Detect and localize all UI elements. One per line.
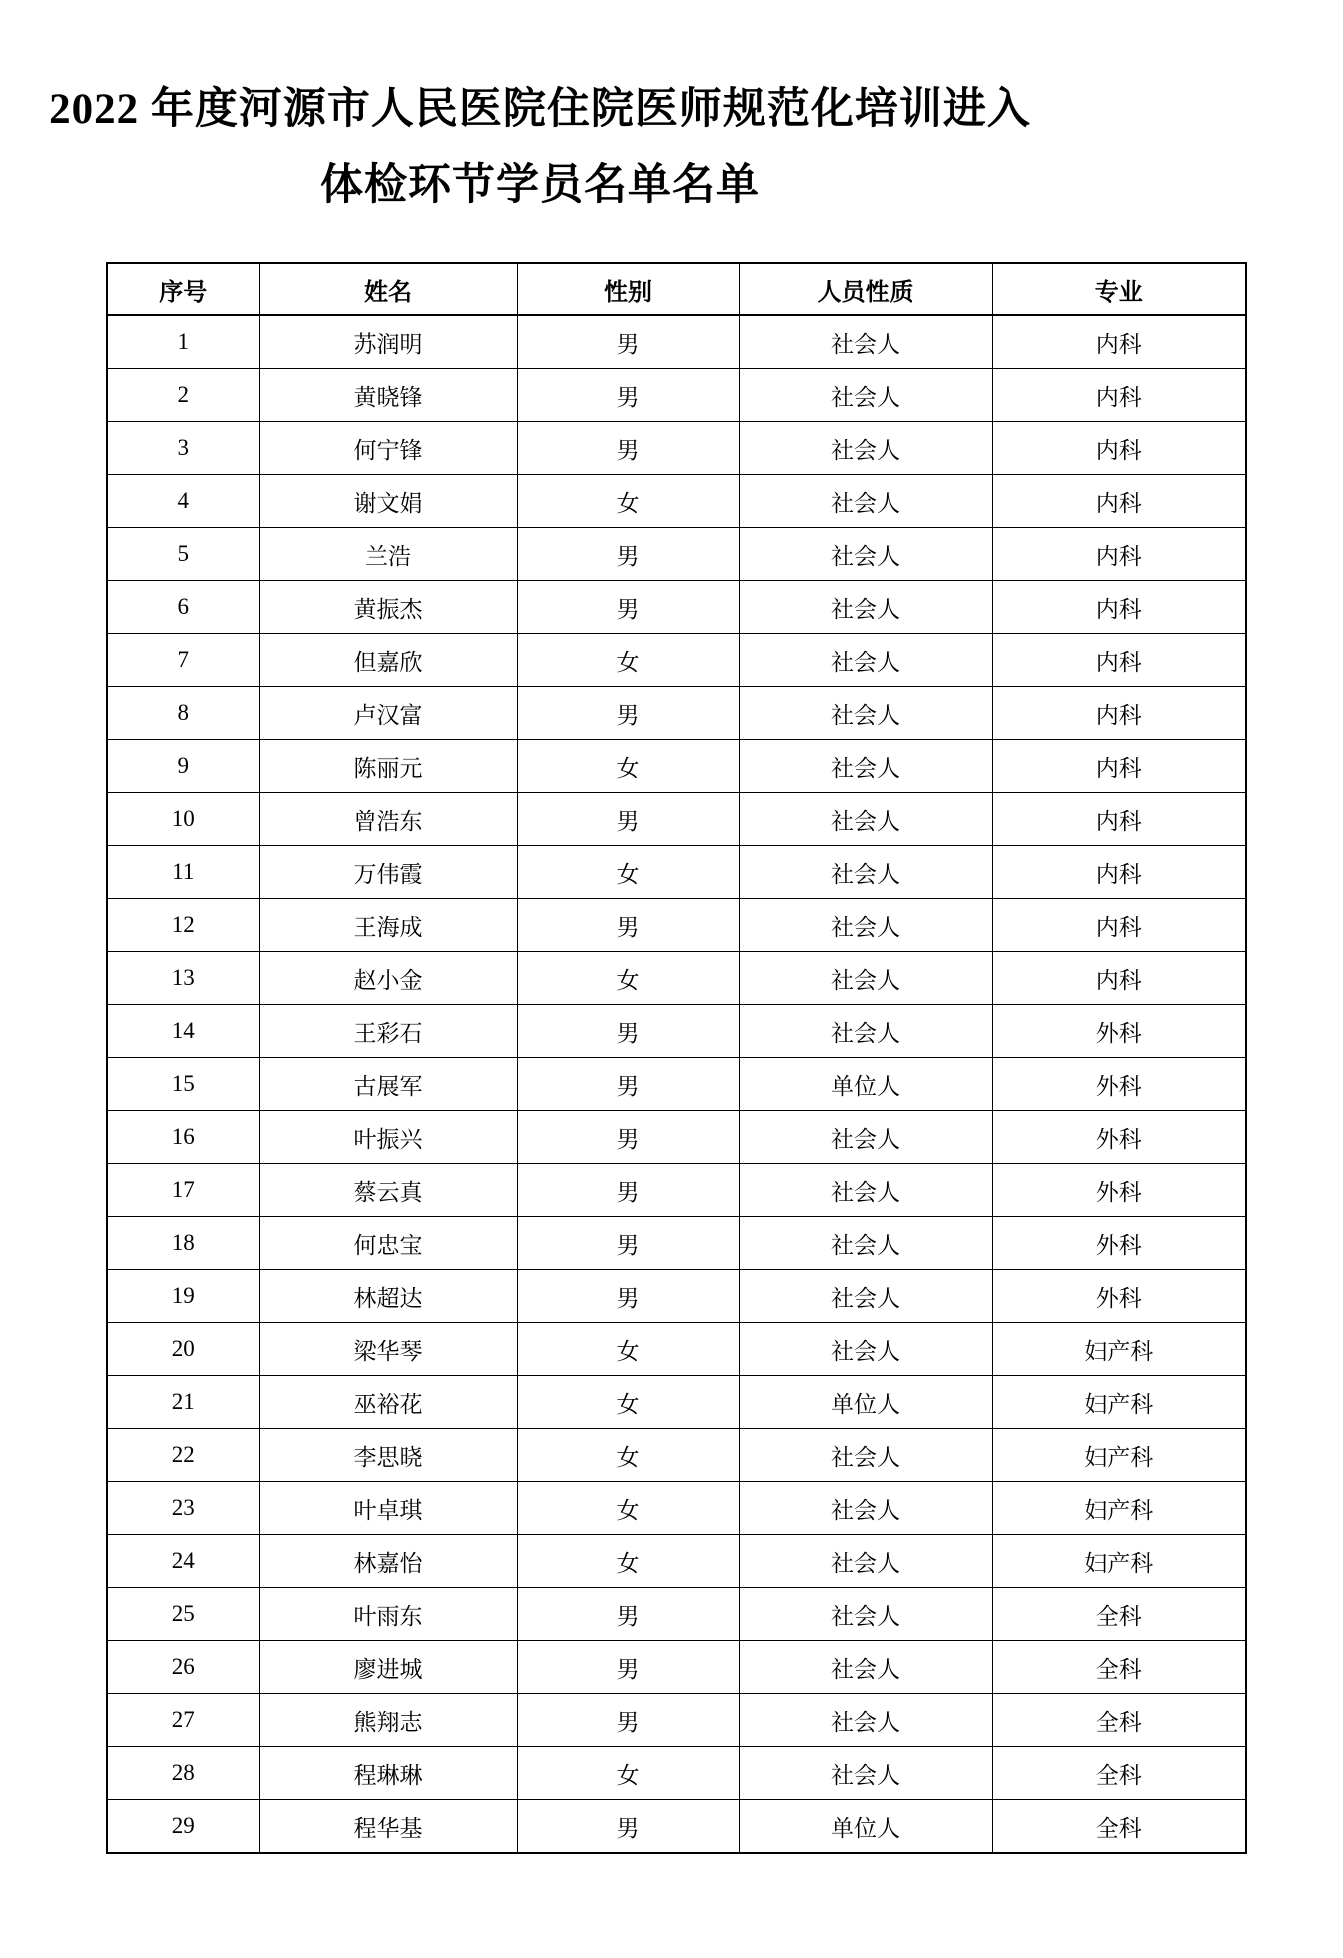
cell-personnel-type: 社会人 bbox=[739, 1429, 992, 1482]
table-row bbox=[107, 1270, 1246, 1323]
cell-name: 李思晓 bbox=[259, 1429, 517, 1482]
cell-personnel-type: 社会人 bbox=[739, 315, 992, 369]
cell-personnel-type: 社会人 bbox=[739, 422, 992, 475]
table-row bbox=[107, 634, 1246, 687]
table-row bbox=[107, 1535, 1246, 1588]
cell-gender: 女 bbox=[517, 475, 739, 528]
cell-gender: 男 bbox=[517, 422, 739, 475]
cell-gender: 男 bbox=[517, 1005, 739, 1058]
cell-gender: 男 bbox=[517, 315, 739, 369]
cell-gender: 女 bbox=[517, 846, 739, 899]
cell-specialty: 内科 bbox=[992, 528, 1246, 581]
cell-specialty: 内科 bbox=[992, 899, 1246, 952]
cell-name: 叶卓琪 bbox=[259, 1482, 517, 1535]
cell-personnel-type: 社会人 bbox=[739, 740, 992, 793]
column-header-personnel-type: 人员性质 bbox=[739, 263, 992, 315]
cell-gender: 女 bbox=[517, 952, 739, 1005]
table-row bbox=[107, 1429, 1246, 1482]
cell-gender: 女 bbox=[517, 1429, 739, 1482]
cell-specialty: 内科 bbox=[992, 740, 1246, 793]
cell-specialty: 内科 bbox=[992, 422, 1246, 475]
cell-name: 叶振兴 bbox=[259, 1111, 517, 1164]
cell-personnel-type: 社会人 bbox=[739, 952, 992, 1005]
cell-personnel-type: 社会人 bbox=[739, 1111, 992, 1164]
cell-name: 林超达 bbox=[259, 1270, 517, 1323]
cell-personnel-type: 单位人 bbox=[739, 1800, 992, 1854]
cell-gender: 女 bbox=[517, 1747, 739, 1800]
cell-name: 苏润明 bbox=[259, 315, 517, 369]
cell-specialty: 外科 bbox=[992, 1164, 1246, 1217]
trainee-roster-table bbox=[106, 262, 1247, 1854]
column-header-specialty: 专业 bbox=[992, 263, 1246, 315]
page-title bbox=[0, 0, 1080, 224]
table-row bbox=[107, 528, 1246, 581]
cell-specialty: 内科 bbox=[992, 687, 1246, 740]
cell-specialty: 内科 bbox=[992, 846, 1246, 899]
cell-personnel-type: 社会人 bbox=[739, 1747, 992, 1800]
cell-personnel-type: 社会人 bbox=[739, 846, 992, 899]
table-row bbox=[107, 1588, 1246, 1641]
cell-index: 19 bbox=[107, 1270, 259, 1323]
table-row bbox=[107, 1323, 1246, 1376]
cell-gender: 女 bbox=[517, 1535, 739, 1588]
cell-specialty: 妇产科 bbox=[992, 1323, 1246, 1376]
cell-gender: 男 bbox=[517, 687, 739, 740]
table-row bbox=[107, 846, 1246, 899]
cell-personnel-type: 单位人 bbox=[739, 1058, 992, 1111]
cell-specialty: 外科 bbox=[992, 1111, 1246, 1164]
cell-name: 陈丽元 bbox=[259, 740, 517, 793]
cell-name: 林嘉怡 bbox=[259, 1535, 517, 1588]
cell-gender: 女 bbox=[517, 634, 739, 687]
cell-specialty: 内科 bbox=[992, 369, 1246, 422]
cell-personnel-type: 社会人 bbox=[739, 634, 992, 687]
cell-specialty: 内科 bbox=[992, 793, 1246, 846]
cell-name: 万伟霞 bbox=[259, 846, 517, 899]
cell-name: 兰浩 bbox=[259, 528, 517, 581]
cell-gender: 男 bbox=[517, 1217, 739, 1270]
cell-specialty: 全科 bbox=[992, 1694, 1246, 1747]
cell-gender: 男 bbox=[517, 369, 739, 422]
cell-index: 4 bbox=[107, 475, 259, 528]
table-row bbox=[107, 1164, 1246, 1217]
cell-name: 赵小金 bbox=[259, 952, 517, 1005]
table-row bbox=[107, 1111, 1246, 1164]
table-row bbox=[107, 1058, 1246, 1111]
cell-specialty: 内科 bbox=[992, 475, 1246, 528]
cell-index: 8 bbox=[107, 687, 259, 740]
cell-name: 梁华琴 bbox=[259, 1323, 517, 1376]
cell-gender: 女 bbox=[517, 1323, 739, 1376]
cell-personnel-type: 社会人 bbox=[739, 1270, 992, 1323]
table-row bbox=[107, 793, 1246, 846]
cell-gender: 男 bbox=[517, 1164, 739, 1217]
cell-specialty: 全科 bbox=[992, 1800, 1246, 1854]
cell-index: 1 bbox=[107, 315, 259, 369]
cell-personnel-type: 单位人 bbox=[739, 1376, 992, 1429]
cell-personnel-type: 社会人 bbox=[739, 369, 992, 422]
table-row bbox=[107, 369, 1246, 422]
cell-personnel-type: 社会人 bbox=[739, 793, 992, 846]
column-header-name: 姓名 bbox=[259, 263, 517, 315]
page-title-line-2: 体检环节学员名单名单 bbox=[320, 162, 760, 209]
cell-index: 28 bbox=[107, 1747, 259, 1800]
cell-specialty: 外科 bbox=[992, 1005, 1246, 1058]
table-row bbox=[107, 475, 1246, 528]
cell-name: 卢汉富 bbox=[259, 687, 517, 740]
cell-specialty: 全科 bbox=[992, 1641, 1246, 1694]
table-row bbox=[107, 581, 1246, 634]
cell-name: 程华基 bbox=[259, 1800, 517, 1854]
cell-index: 12 bbox=[107, 899, 259, 952]
cell-name: 谢文娟 bbox=[259, 475, 517, 528]
table-row bbox=[107, 1217, 1246, 1270]
cell-index: 3 bbox=[107, 422, 259, 475]
cell-index: 2 bbox=[107, 369, 259, 422]
cell-name: 但嘉欣 bbox=[259, 634, 517, 687]
cell-specialty: 妇产科 bbox=[992, 1429, 1246, 1482]
cell-personnel-type: 社会人 bbox=[739, 581, 992, 634]
cell-specialty: 妇产科 bbox=[992, 1535, 1246, 1588]
cell-index: 15 bbox=[107, 1058, 259, 1111]
cell-name: 黄振杰 bbox=[259, 581, 517, 634]
cell-gender: 男 bbox=[517, 1270, 739, 1323]
cell-personnel-type: 社会人 bbox=[739, 899, 992, 952]
cell-personnel-type: 社会人 bbox=[739, 475, 992, 528]
cell-index: 16 bbox=[107, 1111, 259, 1164]
cell-personnel-type: 社会人 bbox=[739, 1694, 992, 1747]
cell-gender: 女 bbox=[517, 1482, 739, 1535]
cell-index: 11 bbox=[107, 846, 259, 899]
cell-index: 9 bbox=[107, 740, 259, 793]
cell-gender: 男 bbox=[517, 581, 739, 634]
table-row bbox=[107, 1694, 1246, 1747]
cell-specialty: 内科 bbox=[992, 634, 1246, 687]
cell-index: 29 bbox=[107, 1800, 259, 1854]
cell-name: 王彩石 bbox=[259, 1005, 517, 1058]
cell-personnel-type: 社会人 bbox=[739, 1641, 992, 1694]
cell-personnel-type: 社会人 bbox=[739, 1005, 992, 1058]
cell-name: 叶雨东 bbox=[259, 1588, 517, 1641]
cell-gender: 男 bbox=[517, 793, 739, 846]
cell-index: 17 bbox=[107, 1164, 259, 1217]
table-row bbox=[107, 1641, 1246, 1694]
cell-name: 熊翔志 bbox=[259, 1694, 517, 1747]
cell-name: 何忠宝 bbox=[259, 1217, 517, 1270]
cell-index: 18 bbox=[107, 1217, 259, 1270]
cell-specialty: 外科 bbox=[992, 1270, 1246, 1323]
table-header-row bbox=[107, 263, 1246, 315]
cell-gender: 男 bbox=[517, 1111, 739, 1164]
cell-name: 何宁锋 bbox=[259, 422, 517, 475]
cell-gender: 男 bbox=[517, 1800, 739, 1854]
cell-gender: 女 bbox=[517, 740, 739, 793]
cell-gender: 女 bbox=[517, 1376, 739, 1429]
cell-personnel-type: 社会人 bbox=[739, 1588, 992, 1641]
table-row bbox=[107, 899, 1246, 952]
cell-specialty: 外科 bbox=[992, 1058, 1246, 1111]
cell-gender: 男 bbox=[517, 1058, 739, 1111]
cell-specialty: 内科 bbox=[992, 952, 1246, 1005]
cell-index: 10 bbox=[107, 793, 259, 846]
cell-specialty: 全科 bbox=[992, 1588, 1246, 1641]
cell-gender: 男 bbox=[517, 899, 739, 952]
cell-personnel-type: 社会人 bbox=[739, 687, 992, 740]
cell-index: 5 bbox=[107, 528, 259, 581]
page-title-line-1: 2022 年度河源市人民医院住院医师规范化培训进入 bbox=[49, 86, 1031, 133]
cell-index: 13 bbox=[107, 952, 259, 1005]
cell-name: 廖进城 bbox=[259, 1641, 517, 1694]
cell-name: 王海成 bbox=[259, 899, 517, 952]
table-row bbox=[107, 422, 1246, 475]
cell-personnel-type: 社会人 bbox=[739, 1217, 992, 1270]
cell-specialty: 内科 bbox=[992, 581, 1246, 634]
cell-index: 6 bbox=[107, 581, 259, 634]
cell-index: 24 bbox=[107, 1535, 259, 1588]
cell-personnel-type: 社会人 bbox=[739, 1482, 992, 1535]
cell-index: 22 bbox=[107, 1429, 259, 1482]
cell-name: 古展军 bbox=[259, 1058, 517, 1111]
cell-specialty: 外科 bbox=[992, 1217, 1246, 1270]
table-row bbox=[107, 1747, 1246, 1800]
cell-index: 7 bbox=[107, 634, 259, 687]
cell-specialty: 妇产科 bbox=[992, 1376, 1246, 1429]
table-row bbox=[107, 952, 1246, 1005]
cell-specialty: 内科 bbox=[992, 315, 1246, 369]
cell-gender: 男 bbox=[517, 1588, 739, 1641]
table-row bbox=[107, 1800, 1246, 1854]
cell-personnel-type: 社会人 bbox=[739, 1323, 992, 1376]
table-row bbox=[107, 687, 1246, 740]
cell-name: 巫裕花 bbox=[259, 1376, 517, 1429]
cell-name: 蔡云真 bbox=[259, 1164, 517, 1217]
cell-index: 26 bbox=[107, 1641, 259, 1694]
cell-specialty: 全科 bbox=[992, 1747, 1246, 1800]
cell-gender: 男 bbox=[517, 528, 739, 581]
cell-index: 20 bbox=[107, 1323, 259, 1376]
cell-index: 25 bbox=[107, 1588, 259, 1641]
table-row bbox=[107, 1376, 1246, 1429]
table-row bbox=[107, 1482, 1246, 1535]
cell-personnel-type: 社会人 bbox=[739, 1164, 992, 1217]
cell-gender: 男 bbox=[517, 1694, 739, 1747]
cell-name: 曾浩东 bbox=[259, 793, 517, 846]
table-row bbox=[107, 740, 1246, 793]
cell-index: 21 bbox=[107, 1376, 259, 1429]
column-header-gender: 性别 bbox=[517, 263, 739, 315]
cell-specialty: 妇产科 bbox=[992, 1482, 1246, 1535]
cell-gender: 男 bbox=[517, 1641, 739, 1694]
cell-personnel-type: 社会人 bbox=[739, 528, 992, 581]
cell-index: 14 bbox=[107, 1005, 259, 1058]
cell-personnel-type: 社会人 bbox=[739, 1535, 992, 1588]
table-row bbox=[107, 1005, 1246, 1058]
column-header-index: 序号 bbox=[107, 263, 259, 315]
cell-index: 27 bbox=[107, 1694, 259, 1747]
cell-index: 23 bbox=[107, 1482, 259, 1535]
table-row bbox=[107, 315, 1246, 369]
cell-name: 黄晓锋 bbox=[259, 369, 517, 422]
cell-name: 程琳琳 bbox=[259, 1747, 517, 1800]
